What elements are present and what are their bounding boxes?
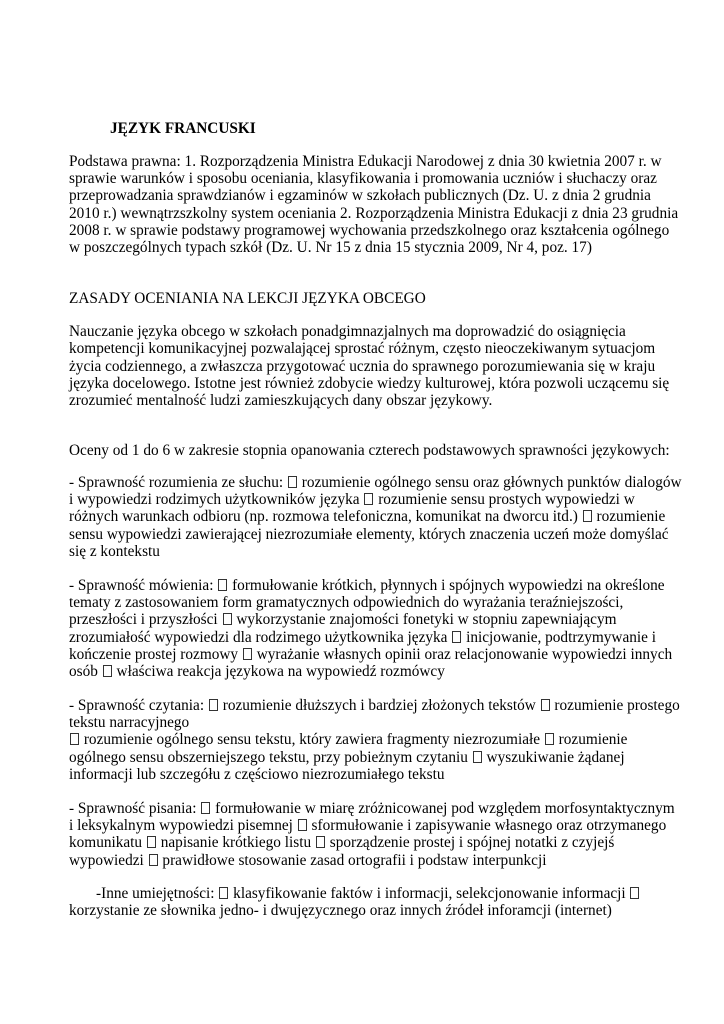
text-line: 2008 r. w sprawie podstawy programowej wychowania przedszkolnego oraz kształcenia ogólnego bbox=[69, 222, 670, 239]
text-segment: i wypowiedzi rodzimych użytkowników języka bbox=[69, 491, 364, 508]
text-segment: napisanie krótkiego listu bbox=[156, 834, 315, 851]
bullet-box-icon bbox=[147, 836, 156, 848]
text-line: sensu wypowiedzi zawierającej niezrozumiałe elementy, których znaczenia uczeń może domyślać bbox=[69, 526, 669, 543]
bullet-box-icon bbox=[452, 631, 461, 643]
text-line bbox=[69, 508, 665, 526]
text-line: Nauczanie języka obcego w szkołach ponadgimnazjalnych ma doprowadzić do osiągnięcia bbox=[69, 323, 626, 340]
text-line bbox=[69, 817, 666, 835]
text-segment: wykorzystanie znajomości fonetyki w stopniu zapewniającym bbox=[232, 611, 617, 628]
text-segment: osób bbox=[69, 663, 102, 680]
text-segment: różnych warunkach odbioru (np. rozmowa telefoniczna, komunikat na dworcu itd.) bbox=[69, 508, 582, 525]
text-line: przeprowadzania sprawdzianów i egzaminów w szkołach publicznych (Dz. U. z dnia 2 grudnia bbox=[69, 187, 651, 204]
text-line: życia codziennego, a zwłaszcza przygotować ucznia do sprawnego porozumiewania się w kraju bbox=[69, 358, 656, 375]
text-segment: rozumienie bbox=[554, 731, 628, 748]
bullet-box-icon bbox=[201, 802, 210, 814]
text-line bbox=[69, 731, 627, 749]
text-line: w poszczególnych typach szkół (Dz. U. Nr 15 z dnia 15 stycznia 2009, Nr 4, poz. 17) bbox=[69, 239, 592, 256]
text-segment: - Sprawność mówienia: bbox=[69, 577, 218, 594]
text-segment: inicjowanie, podtrzymywanie i bbox=[462, 629, 657, 646]
bullet-box-icon bbox=[473, 751, 482, 763]
document-title: JĘZYK FRANCUSKI bbox=[110, 120, 256, 137]
text-segment: prawidłowe stosowanie zasad ortografii i podstaw interpunkcji bbox=[158, 852, 547, 869]
text-segment: rozumienie prostego bbox=[550, 697, 680, 714]
text-line bbox=[69, 800, 675, 818]
text-segment: właściwa reakcja językowa na wypowiedź rozmówcy bbox=[112, 663, 445, 680]
bullet-box-icon bbox=[70, 733, 79, 745]
text-line: Podstawa prawna: 1. Rozporządzenia Ministra Edukacji Narodowej z dnia 30 kwietnia 2007 r. w bbox=[69, 153, 662, 170]
text-segment: rozumienie bbox=[592, 508, 666, 525]
text-segment: wyrażanie własnych opinii oraz relacjonowanie wypowiedzi innych bbox=[252, 646, 673, 663]
bullet-box-icon bbox=[219, 887, 228, 899]
text-segment: zrozumiałość wypowiedzi dla rodzimego użytkownika języka bbox=[69, 629, 452, 646]
bullet-box-icon bbox=[288, 476, 297, 488]
text-segment: i leksykalnym wypowiedzi pisemnej bbox=[69, 817, 297, 834]
text-segment: formułowanie krótkich, płynnych i spójnych wypowiedzi na określone bbox=[228, 577, 665, 594]
text-line bbox=[69, 852, 546, 870]
text-segment: - Sprawność rozumienia ze słuchu: bbox=[69, 474, 287, 491]
text-segment: rozumienie ogólnego sensu tekstu, który zawiera fragmenty niezrozumiałe bbox=[80, 731, 544, 748]
text-segment: wyszukiwanie żądanej bbox=[482, 749, 625, 766]
bullet-box-icon bbox=[243, 648, 252, 660]
text-segment: - Sprawność pisania: bbox=[69, 800, 201, 817]
text-segment: formułowanie w miarę zróżnicowanej pod względem morfosyntaktycznym bbox=[211, 800, 675, 817]
text-segment: kończenie prostej rozmowy bbox=[69, 646, 242, 663]
text-segment: - Sprawność czytania: bbox=[69, 697, 208, 714]
bullet-box-icon bbox=[298, 819, 307, 831]
bullet-box-icon bbox=[630, 887, 639, 899]
bullet-box-icon bbox=[218, 579, 227, 591]
grades-intro: Oceny od 1 do 6 w zakresie stopnia opanowania czterech podstawowych sprawności językowych: bbox=[69, 442, 670, 459]
text-line: 2010 r.) wewnątrzszkolny system oceniania 2. Rozporządzenia Ministra Edukacji z dnia 23 grudnia bbox=[69, 205, 679, 222]
text-line bbox=[69, 749, 625, 767]
bullet-box-icon bbox=[316, 836, 325, 848]
bullet-box-icon bbox=[209, 699, 218, 711]
bullet-box-icon bbox=[541, 699, 550, 711]
text-segment: klasyfikowanie faktów i informacji, selekcjonowanie informacji bbox=[229, 885, 630, 902]
text-line bbox=[96, 885, 640, 903]
text-line: sprawie warunków i sposobu oceniania, klasyfikowania i promowania uczniów i słuchaczy oraz bbox=[69, 170, 657, 187]
section-heading: ZASADY OCENIANIA NA LEKCJI JĘZYKA OBCEGO bbox=[69, 290, 426, 307]
text-line bbox=[69, 611, 617, 629]
bullet-box-icon bbox=[583, 510, 592, 522]
text-line bbox=[69, 577, 665, 595]
text-segment: przeszłości i przyszłości bbox=[69, 611, 222, 628]
bullet-box-icon bbox=[364, 493, 373, 505]
text-line: informacji lub szczegółu z częściowo niezrozumiałego tekstu bbox=[69, 766, 445, 783]
bullet-box-icon bbox=[103, 665, 112, 677]
text-line: języka docelowego. Istotne jest również zdobycie wiedzy kulturowej, która pozwoli uczącemu się bbox=[69, 375, 670, 392]
text-segment: sporządzenie prostej i spójnej notatki z czyjejś bbox=[325, 834, 615, 851]
text-segment: sformułowanie i zapisywanie własnego oraz otrzymanego bbox=[307, 817, 667, 834]
text-line: tekstu narracyjnego bbox=[69, 714, 190, 731]
text-segment: rozumienie dłuższych i bardziej złożonych tekstów bbox=[218, 697, 540, 714]
text-segment: komunikatu bbox=[69, 834, 146, 851]
text-line bbox=[69, 491, 635, 509]
bullet-box-icon bbox=[149, 854, 158, 866]
text-line bbox=[69, 474, 682, 492]
text-line bbox=[69, 834, 614, 852]
text-line bbox=[69, 629, 656, 647]
text-line: korzystanie ze słownika jedno- i dwujęzycznego oraz innych źródeł inforamcji (internet) bbox=[69, 902, 612, 919]
bullet-box-icon bbox=[223, 613, 232, 625]
text-segment: rozumienie sensu prostych wypowiedzi w bbox=[374, 491, 635, 508]
text-line bbox=[69, 646, 672, 664]
text-segment: -Inne umiejętności: bbox=[96, 885, 219, 902]
text-line: tematy z zastosowaniem form gramatycznych odpowiednich do wyrażania teraźniejszości, bbox=[69, 594, 624, 611]
text-line bbox=[69, 663, 445, 681]
text-segment: wypowiedzi bbox=[69, 852, 148, 869]
text-line: kompetencji komunikacyjnej pozwalającej sprostać różnym, często nieoczekiwanym sytuacjom bbox=[69, 340, 656, 357]
bullet-box-icon bbox=[545, 733, 554, 745]
text-line: się z kontekstu bbox=[69, 543, 160, 560]
text-line bbox=[69, 697, 680, 715]
text-line: zrozumieć mentalność ludzi zamieszkujących dany obszar językowy. bbox=[69, 392, 493, 409]
text-segment: ogólnego sensu obszerniejszego tekstu, przy pobieżnym czytaniu bbox=[69, 749, 472, 766]
text-segment: rozumienie ogólnego sensu oraz głównych punktów dialogów bbox=[297, 474, 682, 491]
